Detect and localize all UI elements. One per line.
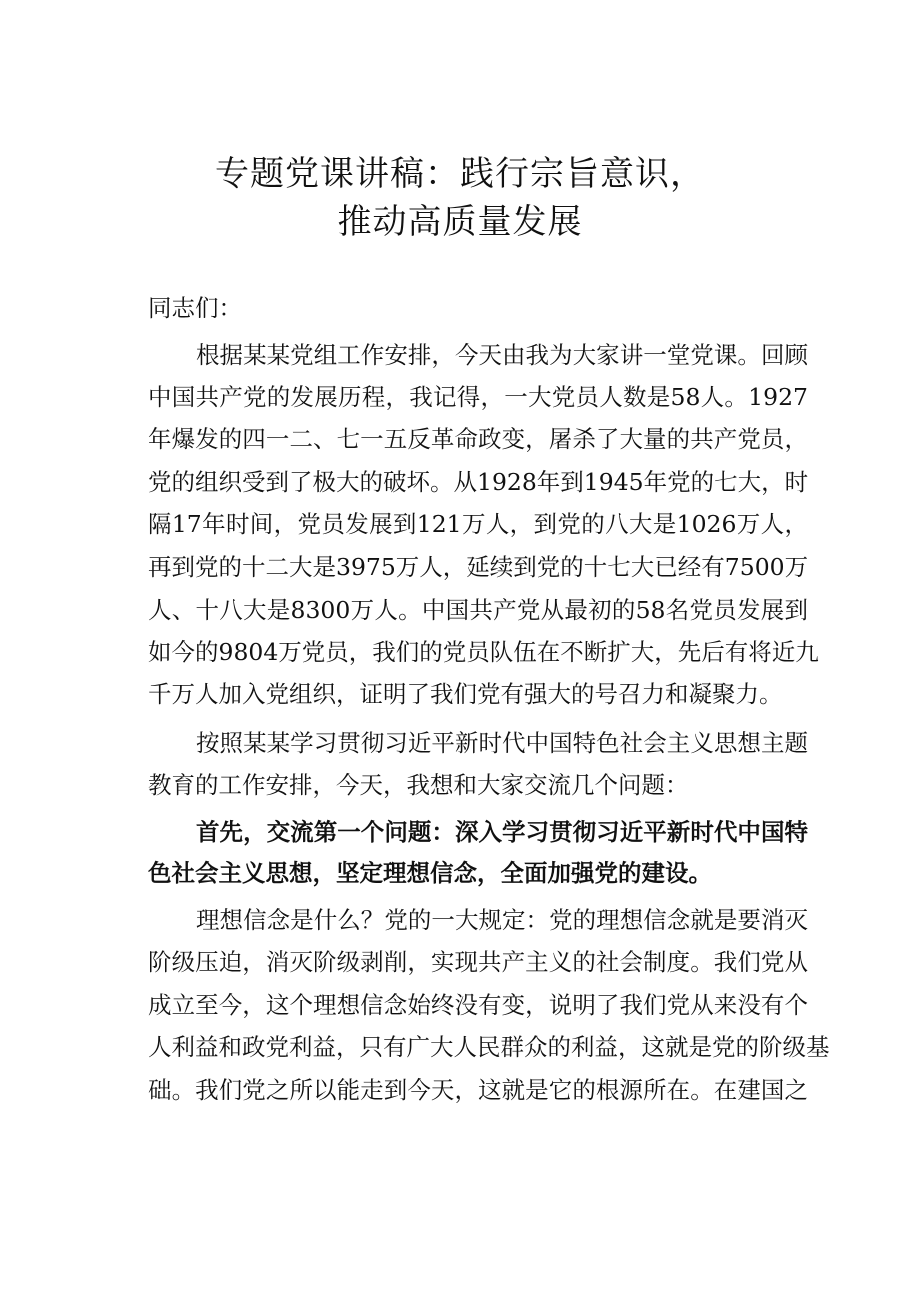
title-line-2: 推动高质量发展 xyxy=(337,202,583,242)
title-line-1: 专题党课讲稿：践行宗旨意识， xyxy=(215,154,705,194)
paragraph-4-line-3: 成立至今，这个理想信念始终没有变，说明了我们党从来没有个 xyxy=(148,991,808,1019)
paragraph-1-line-6: 再到党的十二大是3975万人，延续到党的十七大已经有7500万 xyxy=(148,553,809,581)
document-title xyxy=(0,150,920,246)
paragraph-3-line-1: 首先，交流第一个问题：深入学习贯彻习近平新时代中国特 xyxy=(196,818,808,846)
paragraph-1-line-9: 千万人加入党组织，证明了我们党有强大的号召力和凝聚力。 xyxy=(148,680,783,708)
paragraph-2-line-1: 按照某某学习贯彻习近平新时代中国特色社会主义思想主题 xyxy=(196,729,808,757)
paragraph-1-line-2: 中国共产党的发展历程，我记得，一大党员人数是58人。1927 xyxy=(148,383,808,411)
salutation: 同志们： xyxy=(148,294,242,322)
paragraph-4-line-2: 阶级压迫，消灭阶级剥削，实现共产主义的社会制度。我们党从 xyxy=(148,948,808,976)
paragraph-4-line-5: 础。我们党之所以能走到今天，这就是它的根源所在。在建国之 xyxy=(148,1076,808,1104)
paragraph-4-line-4: 人利益和政党利益，只有广大人民群众的利益，这就是党的阶级基 xyxy=(148,1033,830,1061)
paragraph-2-line-2: 教育的工作安排，今天，我想和大家交流几个问题： xyxy=(148,771,689,799)
paragraph-3-line-2: 色社会主义思想，坚定理想信念，全面加强党的建设。 xyxy=(148,859,712,887)
paragraph-1-line-5: 隔17年时间，党员发展到121万人，到党的八大是1026万人， xyxy=(148,510,808,538)
paragraph-1-line-1: 根据某某党组工作安排，今天由我为大家讲一堂党课。回顾 xyxy=(196,341,808,369)
paragraph-1-line-4: 党的组织受到了极大的破坏。从1928年到1945年党的七大，时 xyxy=(148,468,809,496)
paragraph-1-line-8: 如今的9804万党员，我们的党员队伍在不断扩大，先后有将近九 xyxy=(148,638,819,666)
paragraph-1-line-7: 人、十八大是8300万人。中国共产党从最初的58名党员发展到 xyxy=(148,596,808,624)
paragraph-4-line-1: 理想信念是什么？党的一大规定：党的理想信念就是要消灭 xyxy=(196,906,808,934)
paragraph-1-line-3: 年爆发的四一二、七一五反革命政变，屠杀了大量的共产党员， xyxy=(148,425,808,453)
